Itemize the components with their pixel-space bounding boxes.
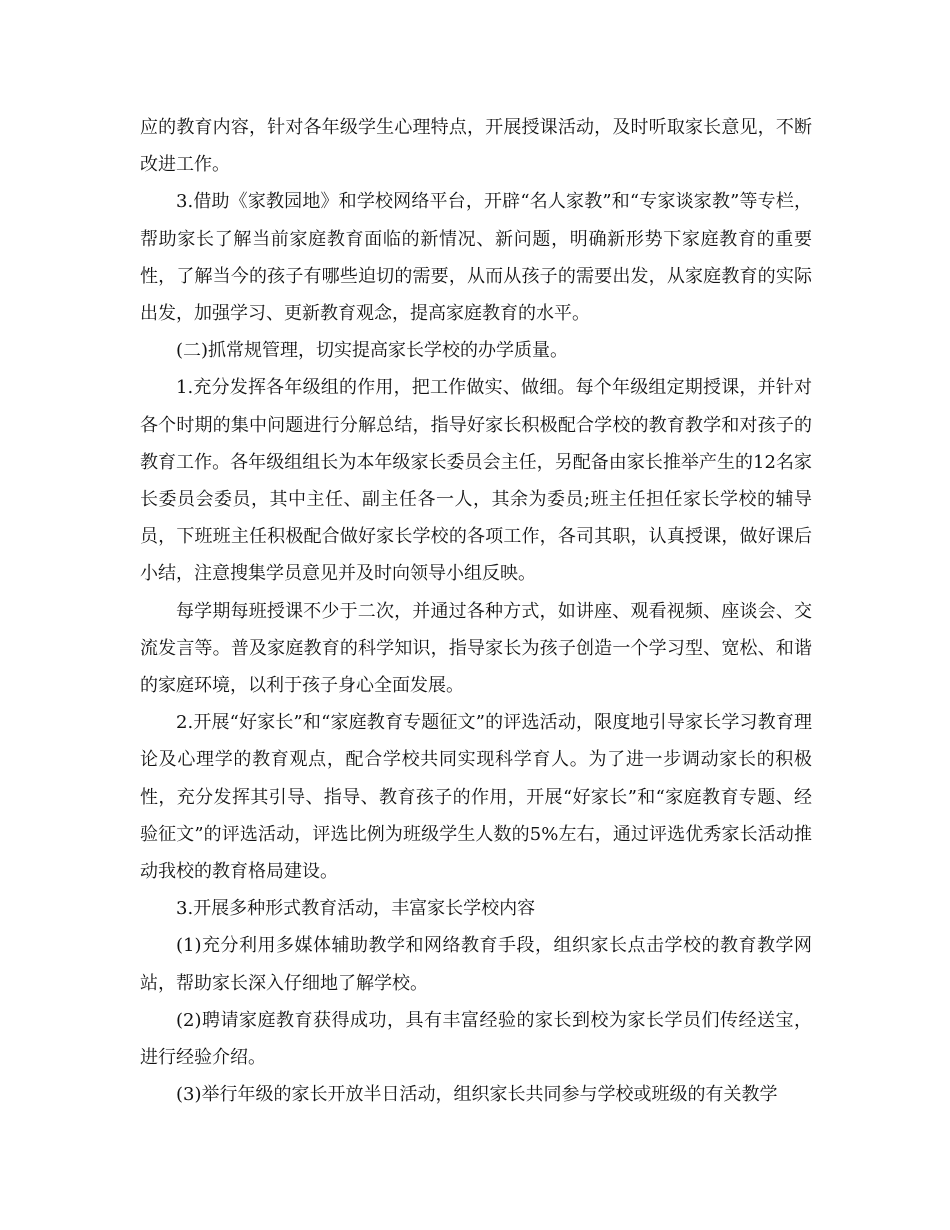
paragraph-item-3-activities-heading: 3.开展多种形式教育活动，丰富家长学校内容: [176, 898, 536, 920]
paragraph-item-1-grade-groups: 1.充分发挥各年级组的作用，把工作做实、做细。每个年级组定期授课，并针对各个时期的集中问题进行分解总结，指导好家长积极配合学校的教育教学和对孩子的教育工作。各年级组组长为本年级家长委员会主任，另配备由家长推举产生的12名家长委员会委员，其中主任、副主任各一人，其余为委员;班主任担任家长学校的辅导员，下班班主任积极配合做好家长学校的各项工作，各司其职，认真授课，做好课后小结，注意搜集学员意见并及时向领导小组反映。: [140, 377, 812, 585]
paragraph-continuation: 应的教育内容，针对各年级学生心理特点，开展授课活动，及时听取家长意见，不断改进工作。: [140, 117, 812, 176]
section-heading-routine-management: (二)抓常规管理，切实提高家长学校的办学质量。: [176, 340, 569, 362]
paragraph-item-3-column-platform: 3.借助《家教园地》和学校网络平台，开辟“名人家教”和“专家谈家教”等专栏，帮助家长了解当前家庭教育面临的新情况、新问题，明确新形势下家庭教育的重要性，了解当今的孩子有哪些迫切的需要，从而从孩子的需要出发，从家庭教育的实际出发，加强学习、更新教育观念，提高家庭教育的水平。: [140, 191, 812, 325]
document-body: [140, 109, 812, 1113]
paragraph-item-2-good-parent-selection: 2.开展“好家长”和“家庭教育专题征文”的评选活动，限度地引导家长学习教育理论及心理学的教育观点，配合学校共同实现科学育人。为了进一步调动家长的积极性，充分发挥其引导、指导、教育孩子的作用，开展“好家长”和“家庭教育专题、经验征文”的评选活动，评选比例为班级学生人数的5%左右，通过评选优秀家长活动推动我校的教育格局建设。: [140, 712, 812, 883]
list-item-multimedia: (1)充分利用多媒体辅助教学和网络教育手段，组织家长点击学校的教育教学网站，帮助家长深入仔细地了解学校。: [140, 935, 812, 994]
paragraph-lecture-frequency: 每学期每班授课不少于二次，并通过各种方式，如讲座、观看视频、座谈会、交流发言等。普及家庭教育的科学知识，指导家长为孩子创造一个学习型、宽松、和谐的家庭环境，以利于孩子身心全面发展。: [140, 600, 812, 697]
list-item-invite-parents: (2)聘请家庭教育获得成功，具有丰富经验的家长到校为家长学员们传经送宝，进行经验介绍。: [140, 1009, 812, 1069]
list-item-open-day: (3)举行年级的家长开放半日活动，组织家长共同参与学校或班级的有关教学: [176, 1084, 778, 1106]
